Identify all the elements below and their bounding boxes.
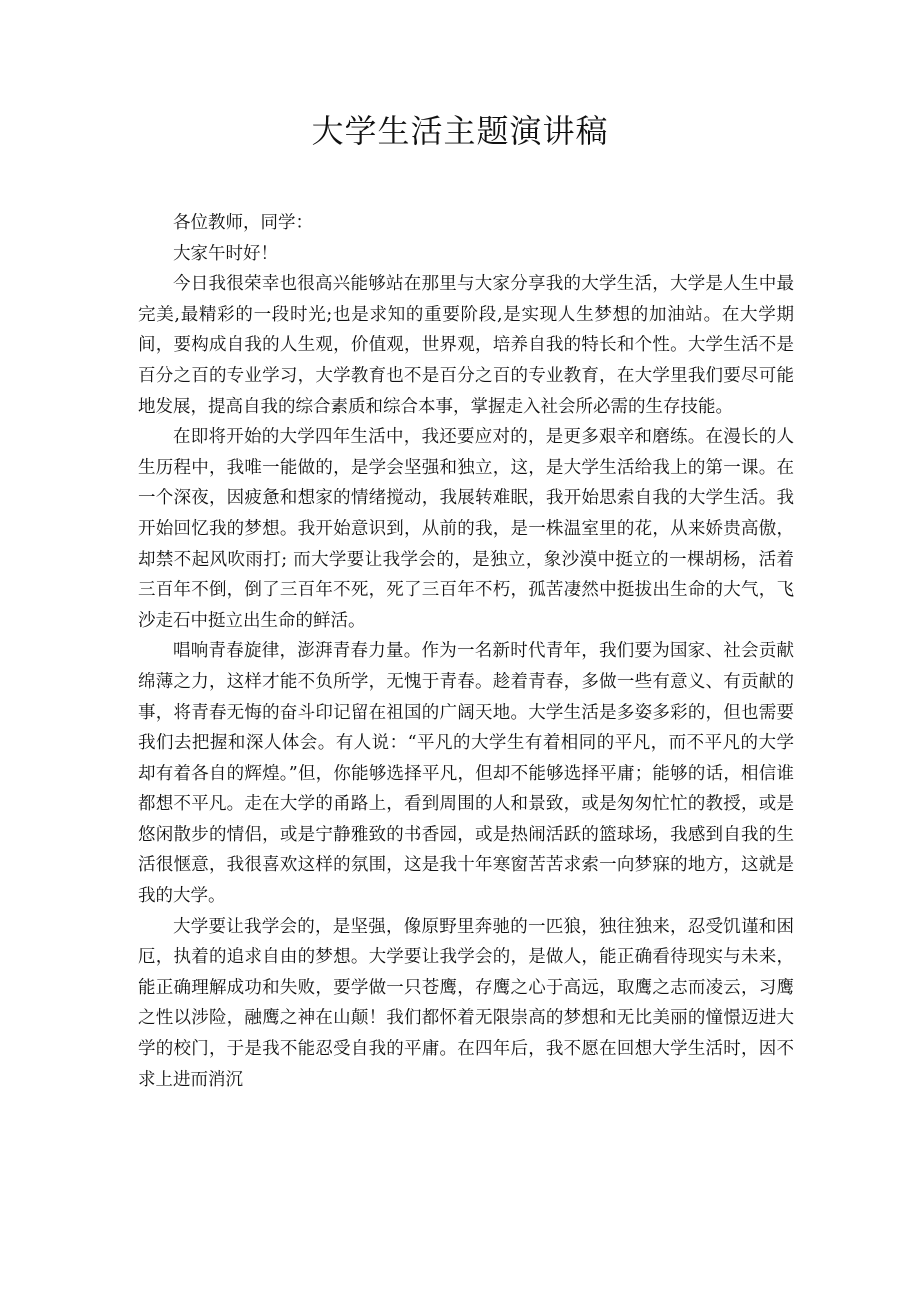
document-body	[138, 208, 794, 1095]
paragraph-independence: 在即将开始的大学四年生活中，我还要应对的，是更多艰辛和磨练。在漫长的人生历程中，我唯一能做的，是学会坚强和独立，这，是大学生活给我上的第一课。在一个深夜，因疲惫和想家的情绪搅动，我展转难眠，我开始思索自我的大学生活。我开始回忆我的梦想。我开始意识到，从前的我，是一株温室里的花，从来娇贵高傲，却禁不起风吹雨打; 而大学要让我学会的，是独立，象沙漠中挺立的一棵胡杨，活着三百年不倒，倒了三百年不死，死了三百年不朽，孤苦凄然中挺拔出生命的大气，飞沙走石中挺立出生命的鲜活。	[138, 427, 794, 631]
paragraph-salutation: 大家午时好！	[173, 243, 278, 264]
document-title: 大学生活主题演讲稿	[311, 112, 609, 150]
paragraph-youth: 唱响青春旋律，澎湃青春力量。作为一名新时代青年，我们要为国家、社会贡献绵薄之力，这样才能不负所学，无愧于青春。趁着青春，多做一些有意义、有贡献的事，将青春无悔的奋斗印记留在祖国的广阔天地。大学生活是多姿多彩的，但也需要我们去把握和深人体会。有人说：“平凡的大学生有着相同的平凡，而不平凡的大学却有着各自的辉煌。”但，你能够选择平凡，但却不能够选择平庸；能够的话，相信谁都想不平凡。走在大学的甬路上，看到周围的人和景致，或是匆匆忙忙的教授，或是悠闲散步的情侣，或是宁静雅致的书香园，或是热闹活跃的篮球场，我感到自我的生活很惬意，我很喜欢这样的氛围，这是我十年寒窗苦苦求索一向梦寐的地方，这就是我的大学。	[138, 641, 794, 907]
paragraph-intro: 今日我很荣幸也很高兴能够站在那里与大家分享我的大学生活，大学是人生中最完美,最精彩的一段时光;也是求知的重要阶段,是实现人生梦想的加油站。在大学期间，要构成自我的人生观，价值观，世界观，培养自我的特长和个性。大学生活不是百分之百的专业学习，大学教育也不是百分之百的专业教育，在大学里我们要尽可能地发展，提高自我的综合素质和综合本事，掌握走入社会所必需的生存技能。	[138, 274, 794, 417]
paragraph-greeting: 各位教师，同学：	[173, 213, 313, 233]
paragraph-strength: 大学要让我学会的，是坚强，像原野里奔驰的一匹狼，独往独来，忍受饥谨和困厄，执着的追求自由的梦想。大学要让我学会的，是做人，能正确看待现实与未来，能正确理解成功和失败，要学做一只苍鹰，存鹰之心于高远，取鹰之志而凌云，习鹰之性以涉险，融鹰之神在山颠！我们都怀着无限崇高的梦想和无比美丽的憧憬迈进大学的校门，于是我不能忍受自我的平庸。在四年后，我不愿在回想大学生活时，因不求上进而消沉	[138, 916, 794, 1090]
